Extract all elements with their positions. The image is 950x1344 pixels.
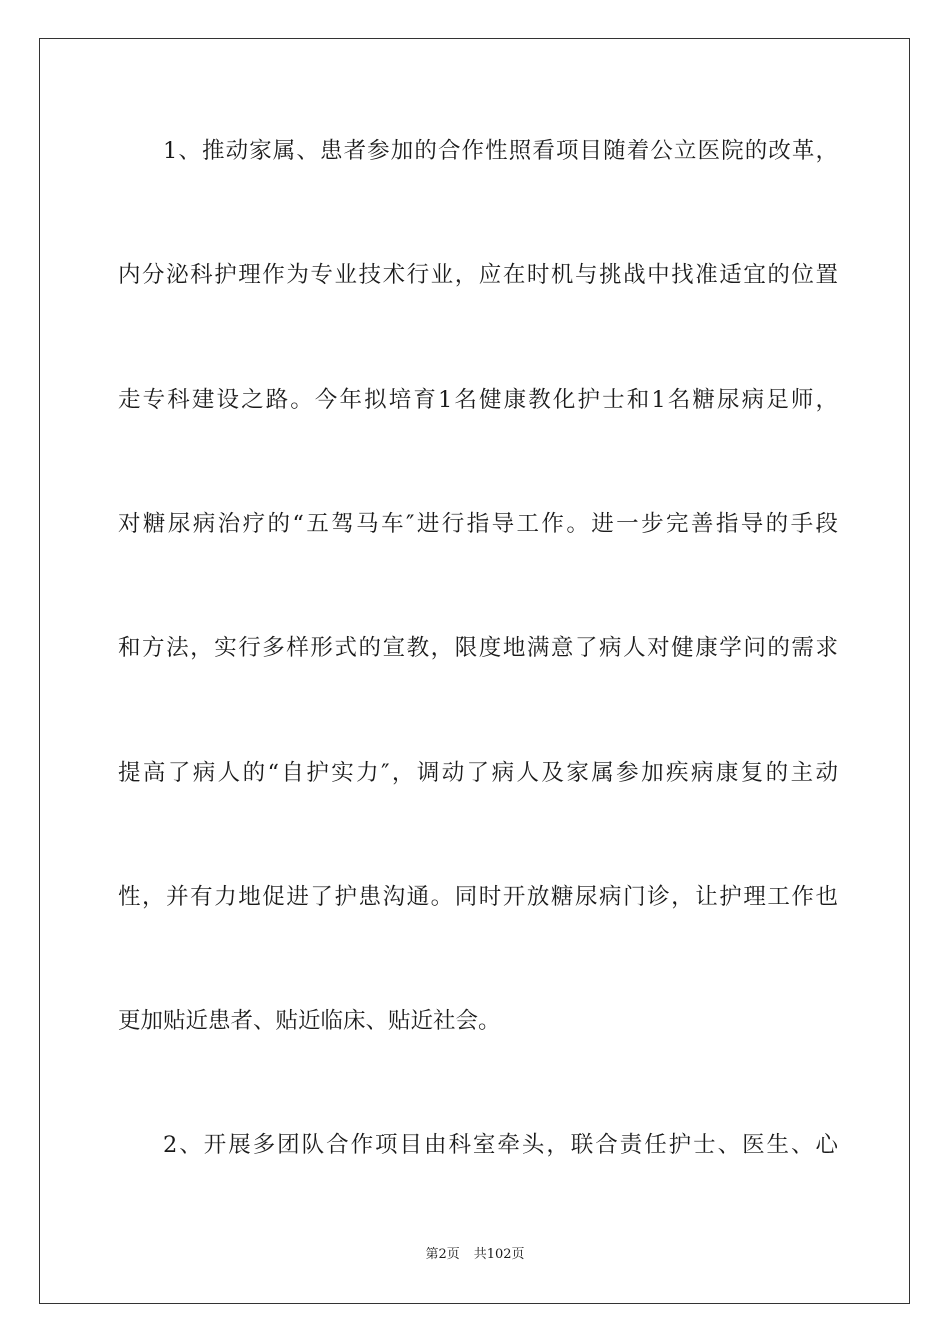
page-total: 共102页 [473, 1247, 525, 1262]
paragraph-1-line-3: 走专科建设之路。今年拟培育1名健康教化护士和1名糖尿病足师， [118, 387, 838, 413]
page-footer [0, 1246, 950, 1264]
paragraph-1-line-2: 内分泌科护理作为专业技术行业，应在时机与挑战中找准适宜的位置 [118, 262, 838, 288]
paragraph-1-line-4: 对糖尿病治疗的“五驾马车″进行指导工作。进一步完善指导的手段 [118, 511, 838, 537]
paragraph-1-line-6: 提高了病人的“自护实力″，调动了病人及家属参加疾病康复的主动 [118, 760, 838, 786]
paragraph-2-line-1: 2、开展多团队合作项目由科室牵头，联合责任护士、医生、心 [163, 1132, 838, 1158]
paragraph-1-line-7: 性，并有力地促进了护患沟通。同时开放糖尿病门诊，让护理工作也 [118, 884, 838, 910]
page-border [39, 38, 910, 1304]
paragraph-1-line-1: 1、推动家属、患者参加的合作性照看项目随着公立医院的改革， [163, 138, 838, 164]
page-number: 第2页 [425, 1247, 460, 1262]
paragraph-1-line-8: 更加贴近患者、贴近临床、贴近社会。 [118, 1008, 501, 1034]
paragraph-1-line-5: 和方法，实行多样形式的宣教，限度地满意了病人对健康学问的需求 [118, 635, 838, 661]
